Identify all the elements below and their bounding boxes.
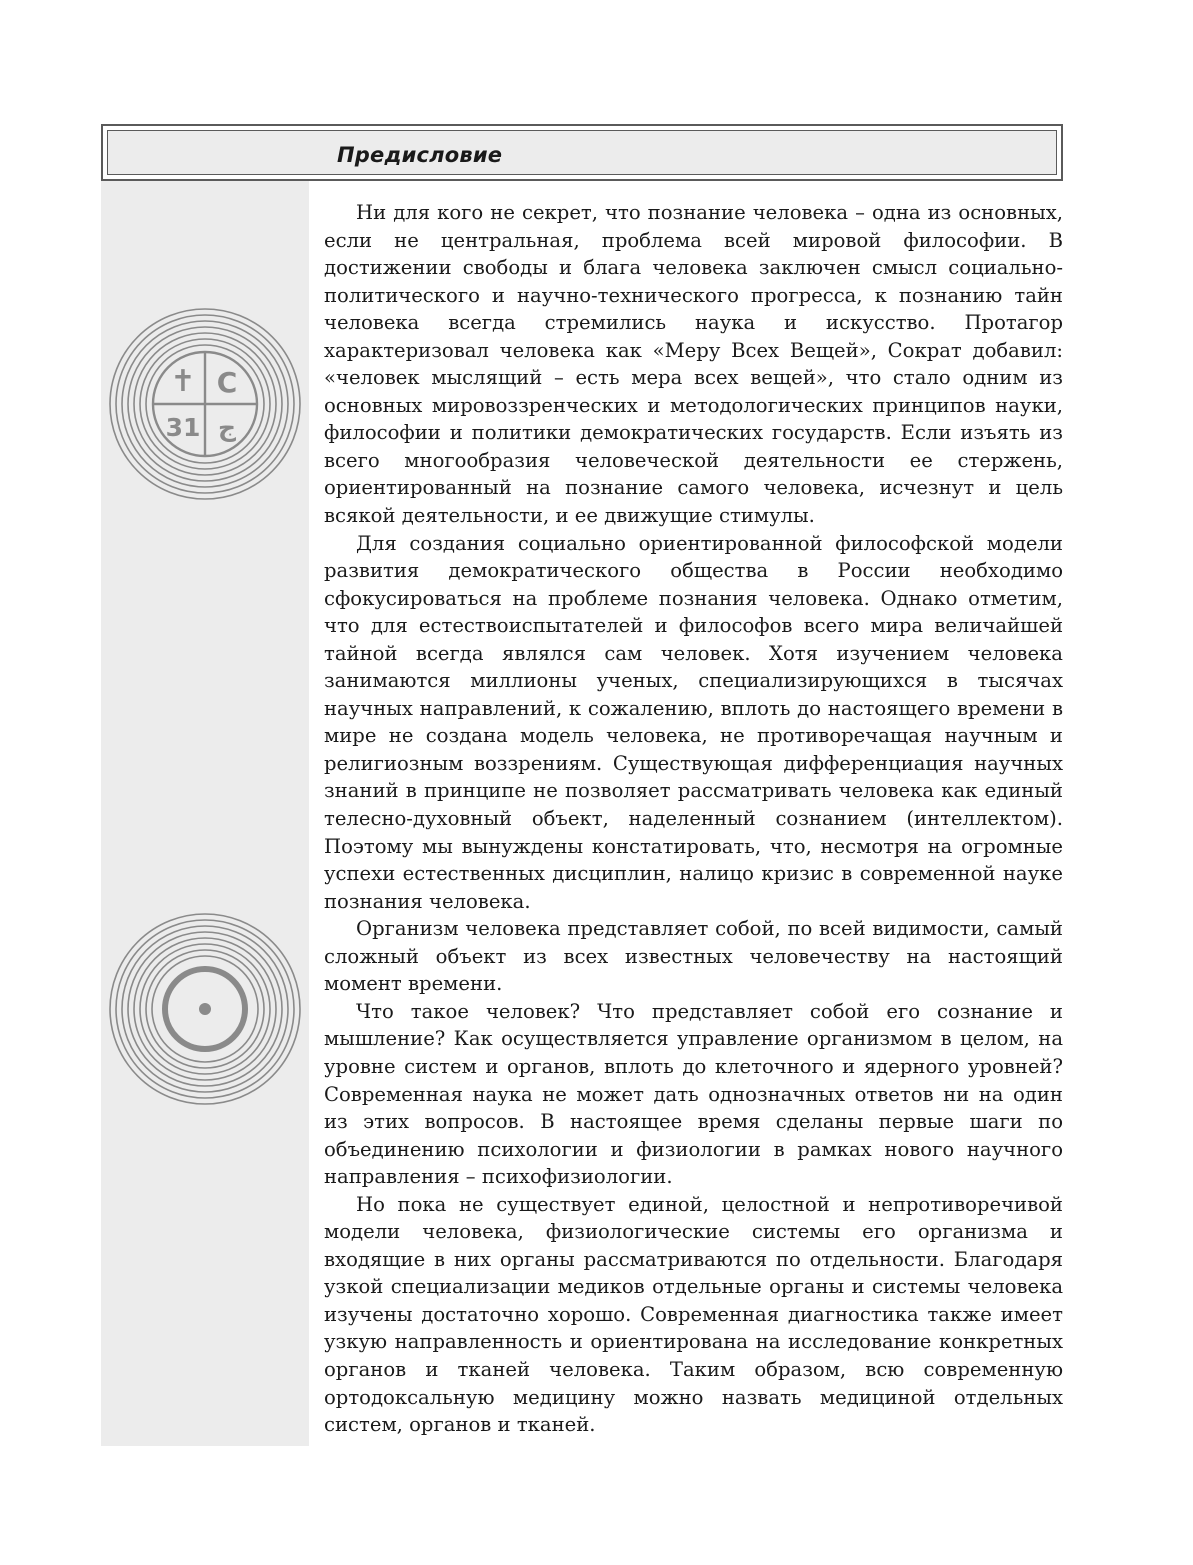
emblem-number-31: 31 (165, 413, 201, 442)
paragraph-1: Ни для кого не секрет, что познание человека – одна из основных, если не центральная, проблема всей мировой философии. В достижении свободы и блага человека заключен смысл социально-политического и научно-технического прогресса, к познанию тайн человека всегда стремились наука и искусство. Протагор характеризовал человека как «Меру Всех Вещей», Сократ добавил: «человек мыслящий – есть мера всех вещей», что стало одним из основных мировоззренческих и методологических принципов науки, философии и политики демократических государств. Если изъять из всего многообразия человеческой деятельности ее стержень, ориентированный на познание самого человека, исчезнут и цель всякой деятельности, и ее движущие стимулы. (324, 201, 1063, 528)
chapter-header (101, 124, 1063, 181)
sun-dot-icon (199, 1003, 211, 1015)
emblem-symbol: ج (217, 413, 237, 442)
emblem-letter-c: С (216, 366, 238, 399)
paragraph-4: Что такое человек? Что представляет собой его сознание и мышление? Как осуществляется управление организмом в целом, на уровне систем и органов, вплоть до клеточного и ядерного уровней? Современная наука не может дать однозначных ответов ни на один из этих вопросов. В настоящее время сделаны первые шаги по объединению психологии и физиологии в рамках нового научного направления – психофизиологии. (324, 999, 1063, 1189)
sun-circle-emblem (107, 911, 303, 1107)
preface-text (324, 199, 1063, 1439)
chapter-title: Предисловие (337, 143, 503, 167)
chapter-header-panel (107, 130, 1057, 175)
cross-icon: ✝ (170, 364, 196, 399)
calendar-wheel-emblem (107, 306, 303, 502)
paragraph-3: Организм человека представляет собой, по всей видимости, самый сложный объект из всех известных человечеству на настоящий момент времени. (324, 917, 1063, 996)
paragraph-5: Но пока не существует единой, целостной и непротиворечивой модели человека, физиологические системы его организма и входящие в них органы рассматриваются по отдельности. Благодаря узкой специализации медиков отдельные органы и системы человека изучены достаточно хорошо. Современная диагностика также имеет узкую направленность и ориентирована на исследование конкретных органов и тканей человека. Таким образом, всю современную ортодоксальную медицину можно назвать медициной отдельных систем, органов и тканей. (324, 1192, 1063, 1437)
paragraph-2: Для создания социально ориентированной философской модели развития демократического общества в России необходимо сфокусироваться на проблеме познания человека. Однако отметим, что для естествоиспытателей и философов всего мира величайшей тайной всегда являлся сам человек. Хотя изучением человека занимаются миллионы ученых, специализирующихся в тысячах научных направлений, к сожалению, вплоть до настоящего времени в мире не создана модель человека, не противоречащая научным и религиозным воззрениям. Существующая дифференциация научных знаний в принципе не позволяет рассматривать человека как единый телесно-духовный объект, наделенный сознанием (интеллектом). Поэтому мы вынуждены констатировать, что, несмотря на огромные успехи естественных дисциплин, налицо кризис в современной науке познания человека. (324, 531, 1063, 913)
